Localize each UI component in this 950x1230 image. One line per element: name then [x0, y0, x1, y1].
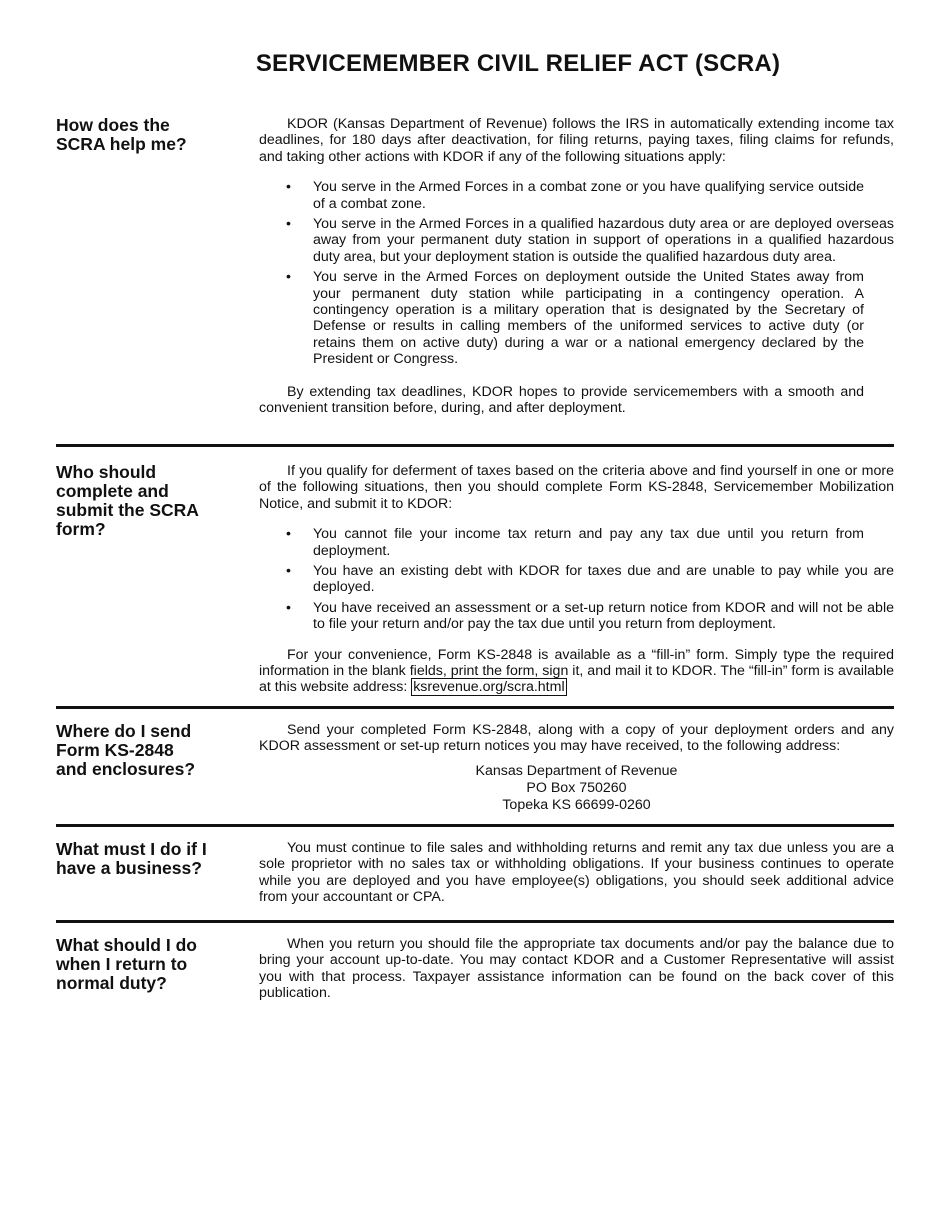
section-divider [56, 824, 894, 827]
section-heading: What must I do if I have a business? [56, 839, 207, 878]
address-line: Topeka KS 66699-0260 [502, 796, 651, 813]
section-divider [56, 444, 894, 447]
scra-form-link[interactable]: ksrevenue.org/scra.html [413, 679, 565, 696]
paragraph: You must continue to file sales and withholding returns and remit any tax due unless you are a sole proprietor with no sales tax or withholding obligations. If your business continues to operate while you are deployed and you have employee(s) obligations, you should seek additional advice from your accountant or CPA. [259, 840, 894, 906]
list-item: • You serve in the Armed Forces on deployment outside the United States away from your permanent duty station while participating in a contingency operation. A contingency operation is a military operation that is designated by the Secretary of Defense or results in calling members of the uniformed services to active duty (or retains them on active duty) during a war or a national emergency declared by the President or Congress. [286, 269, 864, 368]
bullet-list [259, 526, 894, 632]
section-heading: How does the SCRA help me? [56, 115, 187, 154]
paragraph: For your convenience, Form KS-2848 is available as a “fill-in” form. Simply type the required information in the blank fields, print the form, sign it, and mail it to KDOR. The “fill-in” form is available at this website address: ksrevenue.org/scra.html [259, 646, 894, 696]
section-body [259, 116, 894, 417]
mailing-address [259, 763, 894, 814]
section-body [259, 722, 894, 814]
paragraph: By extending tax deadlines, KDOR hopes to provide servicemembers with a smooth and convenient transition before, during, and after deployment. [259, 383, 864, 417]
section-body [259, 463, 894, 696]
paragraph: KDOR (Kansas Department of Revenue) follows the IRS in automatically extending income tax deadlines, for 180 days after deactivation, for filing returns, paying taxes, filing claims for refunds, and taking other actions with KDOR if any of the following situations apply: [259, 116, 894, 165]
paragraph: When you return you should file the appropriate tax documents and/or pay the balance due to bring your account up-to-date. You may contact KDOR and a Customer Representative will assist you with that process. Taxpayer assistance information can be found on the back cover of this publication. [259, 936, 894, 1002]
section-heading: What should I do when I return to normal duty? [56, 935, 197, 993]
bullet-list [259, 179, 894, 367]
list-item: • You have an existing debt with KDOR for taxes due and are unable to pay while you are deployed. [286, 563, 894, 596]
list-item: • You serve in the Armed Forces in a combat zone or you have qualifying service outside of a combat zone. [286, 179, 864, 212]
list-item: • You cannot file your income tax return and pay any tax due until you return from deployment. [286, 526, 864, 559]
section-divider [56, 706, 894, 709]
list-item: • You have received an assessment or a set-up return notice from KDOR and will not be able to file your return and/or pay the tax due until you return from deployment. [286, 599, 894, 633]
page-title: SERVICEMEMBER CIVIL RELIEF ACT (SCRA) [255, 50, 781, 77]
address-line: PO Box 750260 [526, 779, 627, 796]
address-line: Kansas Department of Revenue [475, 762, 678, 779]
section-body [259, 936, 894, 1002]
section-divider [56, 920, 894, 923]
section-heading: Who should complete and submit the SCRA form? [56, 462, 199, 539]
paragraph: If you qualify for deferment of taxes based on the criteria above and find yourself in one or more of the following situations, then you should complete Form KS-2848, Servicemember Mobilization Notice, and submit it to KDOR: [259, 463, 894, 512]
section-heading: Where do I send Form KS-2848 and enclosures? [56, 721, 196, 779]
list-item: • You serve in the Armed Forces in a qualified hazardous duty area or are deployed overseas away from your permanent duty station in support of operations in a qualified hazardous duty area, but your deployment station is outside the qualified hazardous duty area. [286, 216, 894, 265]
section-body [259, 840, 894, 906]
paragraph: Send your completed Form KS-2848, along with a copy of your deployment orders and any KDOR assessment or set-up return notices you may have received, to the following address: [259, 722, 894, 755]
